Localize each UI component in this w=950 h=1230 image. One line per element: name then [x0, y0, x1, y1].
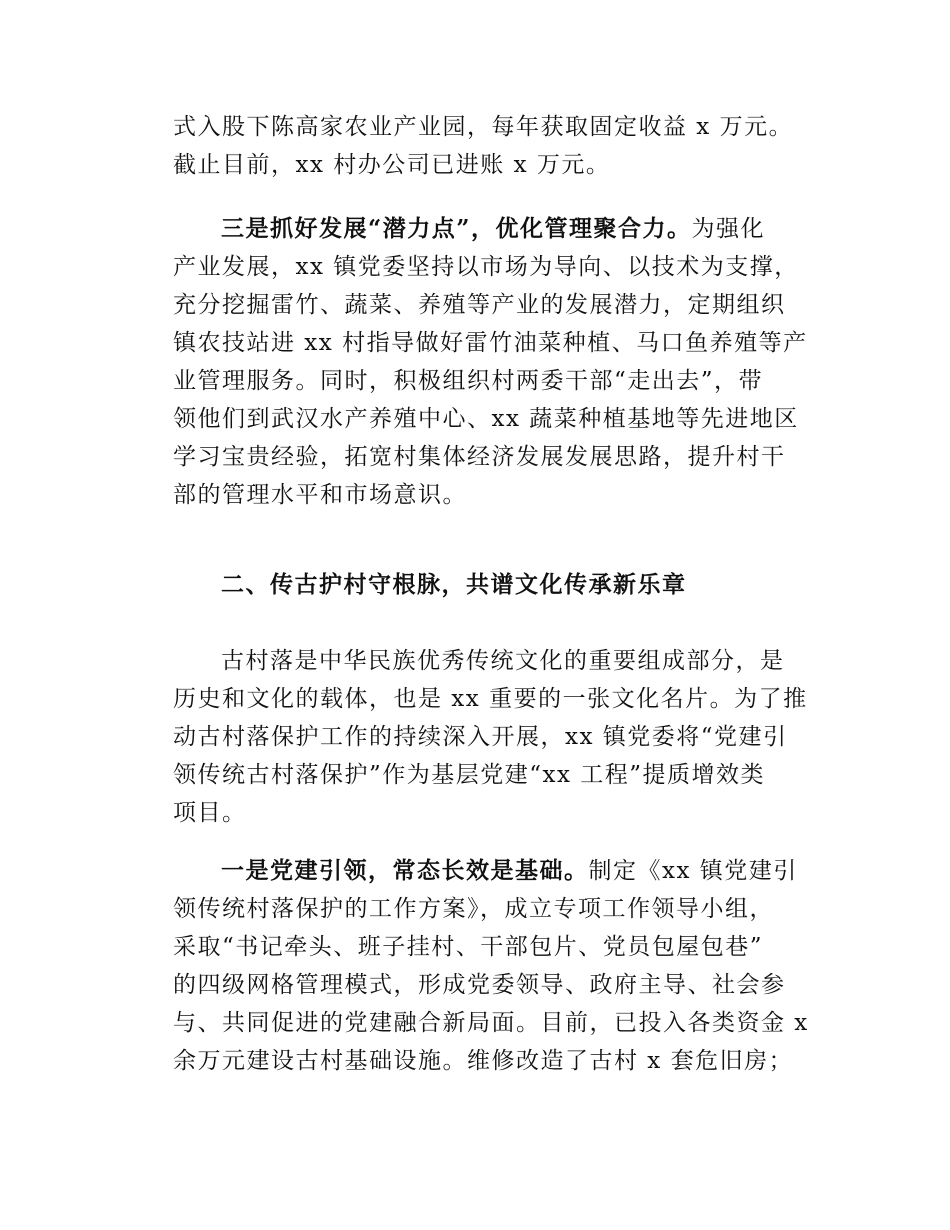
paragraph-potential-point: [173, 210, 813, 514]
paragraph-ancient-village: [173, 642, 813, 832]
text-line: 项目。: [173, 800, 247, 826]
text-line: 古村落是中华民族优秀传统文化的重要组成部分，是: [221, 648, 785, 674]
text-line: 截止目前，xx 村办公司已进账 x 万元。: [173, 152, 611, 178]
text-line: 业管理服务。同时，积极组织村两委干部“走出去”，带: [173, 368, 764, 394]
section-heading: 二、传古护村守根脉，共谱文化传承新乐章: [221, 571, 687, 598]
paragraph-lead-bold: 三是抓好发展“潜力点”，优化管理聚合力。: [221, 215, 692, 242]
text-line: 镇农技站进 xx 村指导做好雷竹油菜种植、马口鱼养殖等产: [173, 330, 808, 356]
text-line: 采取“书记牵头、班子挂村、干部包片、党员包屋包巷”: [173, 934, 764, 960]
text-line: 式入股下陈高家农业产业园，每年获取固定收益 x 万元。: [173, 114, 794, 140]
text-line: 与、共同促进的党建融合新局面。目前，已投入各类资金 x: [173, 1010, 809, 1036]
text-line: 领传统村落保护的工作方案》，成立专项工作领导小组，: [173, 896, 774, 922]
paragraph-lead-bold: 一是党建引领，常态长效是基础。: [221, 857, 589, 884]
text-line: 学习宝贵经验，拓宽村集体经济发展发展思路，提升村干: [173, 444, 786, 470]
text-line: 历史和文化的载体，也是 xx 重要的一张文化名片。为了推: [173, 686, 808, 712]
paragraph-lead-rest: 为强化: [691, 216, 765, 242]
text-line: 余万元建设古村基础设施。维修改造了古村 x 套危旧房；: [173, 1048, 794, 1074]
text-line: 领他们到武汉水产养殖中心、xx 蔬菜种植基地等先进地区: [173, 406, 799, 432]
paragraph-party-leadership: [173, 852, 813, 1080]
text-line: 动古村落保护工作的持续深入开展，xx 镇党委将“党建引: [173, 724, 788, 750]
text-line: [173, 852, 813, 890]
text-line: [173, 210, 813, 248]
paragraph-lead-rest: 制定《xx 镇党建引: [588, 858, 798, 884]
text-line: 产业发展，xx 镇党委坚持以市场为导向、以技术为支撑，: [173, 254, 799, 280]
text-line: 领传统古村落保护”作为基层党建“xx 工程”提质增效类: [173, 762, 766, 788]
text-line: 的四级网格管理模式，形成党委领导、政府主导、社会参: [173, 972, 786, 998]
paragraph-continuation: [173, 108, 813, 184]
text-line: 部的管理水平和市场意识。: [173, 482, 467, 508]
text-line: 充分挖掘雷竹、蔬菜、养殖等产业的发展潜力，定期组织: [173, 292, 786, 318]
